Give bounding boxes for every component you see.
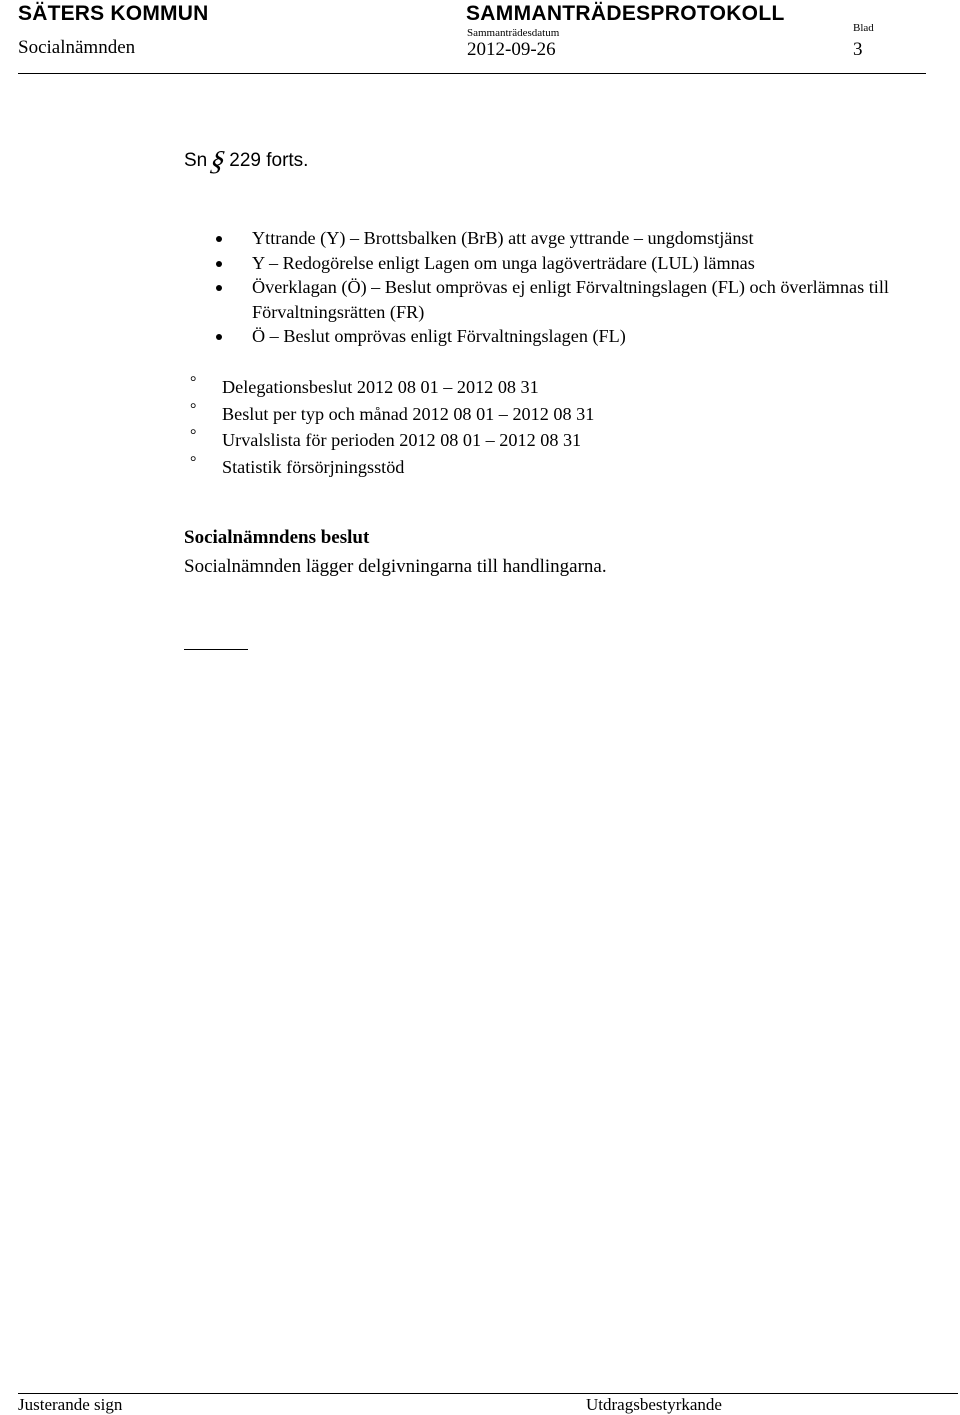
- list-item-text: Beslut per typ och månad 2012 08 01 – 2012 08 31: [222, 403, 595, 424]
- page-number: 3: [853, 39, 863, 60]
- decision-heading: Socialnämndens beslut: [184, 527, 370, 548]
- list-item: [190, 374, 890, 401]
- section-number: 229 forts.: [229, 150, 309, 171]
- header-divider: [18, 73, 926, 74]
- degree-marker: °: [190, 400, 197, 418]
- page-label: Blad: [853, 22, 874, 34]
- date-label: Sammanträdesdatum: [467, 27, 560, 39]
- meeting-date: 2012-09-26: [467, 39, 556, 60]
- list-item: [190, 401, 890, 428]
- list-item: Y – Redogörelse enligt Lagen om unga lagöverträdare (LUL) lämnas: [216, 251, 956, 276]
- footer-divider: [18, 1393, 958, 1394]
- section-symbol: §: [206, 146, 231, 177]
- degree-marker: °: [190, 427, 197, 444]
- document-type: SAMMANTRÄDESPROTOKOLL: [466, 2, 785, 25]
- list-item-text: Urvalslista för perioden 2012 08 01 – 2012 08 31: [222, 430, 582, 450]
- list-item-text: Statistik försörjningsstöd: [222, 456, 405, 477]
- list-item-text: Delegationsbeslut 2012 08 01 – 2012 08 31: [222, 377, 539, 397]
- extract-label: Utdragsbestyrkande: [586, 1395, 722, 1414]
- list-item: [190, 427, 890, 454]
- section-end-rule: [184, 649, 248, 650]
- reports-list: [190, 374, 890, 480]
- section-prefix: Sn: [184, 150, 208, 171]
- list-item: [190, 454, 890, 481]
- degree-marker: °: [190, 453, 197, 471]
- section-heading: [184, 146, 309, 177]
- decision-types-list: [216, 226, 956, 349]
- organization-name: SÄTERS KOMMUN: [18, 2, 209, 25]
- list-item: Överklagan (Ö) – Beslut omprövas ej enligt Förvaltningslagen (FL) och överlämnas till Förvaltningsrätten (FR): [216, 275, 956, 324]
- signature-label: Justerande sign: [18, 1395, 123, 1414]
- degree-marker: °: [190, 374, 197, 391]
- list-item: Yttrande (Y) – Brottsbalken (BrB) att avge yttrande – ungdomstjänst: [216, 226, 956, 251]
- list-item: Ö – Beslut omprövas enligt Förvaltningslagen (FL): [216, 324, 956, 349]
- committee-name: Socialnämnden: [18, 37, 136, 58]
- decision-text: Socialnämnden lägger delgivningarna till handlingarna.: [184, 556, 607, 577]
